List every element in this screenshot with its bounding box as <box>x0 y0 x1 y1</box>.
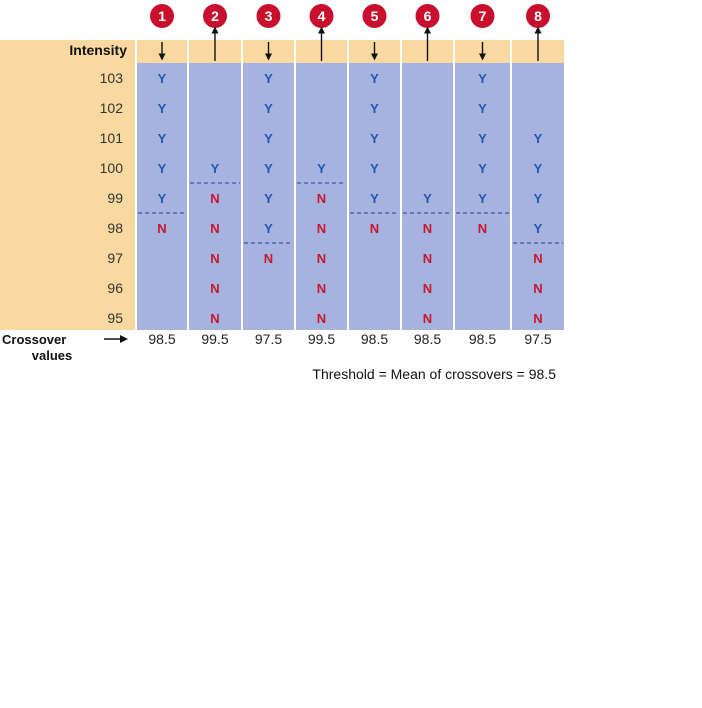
response-yes: Y <box>264 221 273 236</box>
intensity-label: 99 <box>107 190 123 206</box>
crossover-label: Crossover <box>2 332 67 347</box>
response-yes: Y <box>157 161 167 176</box>
crossover-value: 98.5 <box>468 331 497 347</box>
response-no: N <box>533 311 543 326</box>
response-yes: Y <box>264 191 273 206</box>
trial-number: 7 <box>478 8 487 24</box>
intensity-label: 95 <box>107 310 123 326</box>
crossover-value: 98.5 <box>148 331 176 347</box>
response-yes: Y <box>264 71 273 86</box>
response-no: N <box>316 251 327 266</box>
response-yes: Y <box>157 71 167 86</box>
response-no: N <box>210 221 220 236</box>
threshold-text: Threshold = Mean of crossovers = 98.5 <box>312 366 556 382</box>
trial-number: 4 <box>317 8 326 24</box>
crossover-value: 97.5 <box>254 331 283 347</box>
response-no: N <box>316 311 327 326</box>
crossover-values-label: values <box>31 348 73 363</box>
crossover-value: 99.5 <box>201 331 229 347</box>
response-yes: Y <box>264 161 273 176</box>
trial-number: 2 <box>211 8 219 24</box>
crossover-value: 98.5 <box>413 331 442 347</box>
trial-number: 6 <box>423 8 432 24</box>
response-yes: Y <box>533 221 543 236</box>
intensity-label: 97 <box>107 250 123 266</box>
response-no: N <box>422 251 433 266</box>
crossover-value: 97.5 <box>524 331 552 347</box>
response-yes: Y <box>370 71 379 86</box>
response-no: N <box>422 221 433 236</box>
response-no: N <box>533 281 543 296</box>
intensity-label: 98 <box>107 220 123 236</box>
response-no: N <box>210 281 220 296</box>
response-yes: Y <box>423 191 432 206</box>
response-yes: Y <box>478 161 487 176</box>
response-yes: Y <box>157 101 167 116</box>
response-yes: Y <box>370 101 379 116</box>
intensity-header-label: Intensity <box>69 42 127 58</box>
response-yes: Y <box>264 101 273 116</box>
response-no: N <box>210 251 220 266</box>
intensity-label: 100 <box>99 160 123 176</box>
intensity-label: 102 <box>99 100 123 116</box>
response-yes: Y <box>264 131 273 146</box>
response-yes: Y <box>478 131 487 146</box>
intensity-label: 101 <box>99 130 123 146</box>
response-no: N <box>422 281 433 296</box>
response-no: N <box>316 281 327 296</box>
response-no: N <box>316 221 327 236</box>
crossover-value: 99.5 <box>307 331 336 347</box>
trial-number: 5 <box>370 8 379 24</box>
response-yes: Y <box>370 131 379 146</box>
trial-number: 3 <box>264 8 273 24</box>
response-yes: Y <box>533 131 543 146</box>
intensity-label: 103 <box>99 70 123 86</box>
response-yes: Y <box>157 131 167 146</box>
response-yes: Y <box>533 161 543 176</box>
response-yes: Y <box>478 71 487 86</box>
response-yes: Y <box>478 101 487 116</box>
intensity-label: 96 <box>107 280 123 296</box>
response-yes: Y <box>317 161 326 176</box>
response-no: N <box>316 191 327 206</box>
response-yes: Y <box>210 161 220 176</box>
response-yes: Y <box>370 191 379 206</box>
response-no: N <box>369 221 380 236</box>
response-yes: Y <box>370 161 379 176</box>
response-no: N <box>533 251 543 266</box>
response-no: N <box>210 191 220 206</box>
response-yes: Y <box>157 191 167 206</box>
trial-number: 8 <box>534 8 542 24</box>
crossover-value: 98.5 <box>360 331 389 347</box>
response-no: N <box>477 221 488 236</box>
response-no: N <box>210 311 220 326</box>
response-yes: Y <box>478 191 487 206</box>
response-yes: Y <box>533 191 543 206</box>
response-no: N <box>157 221 167 236</box>
response-no: N <box>263 251 274 266</box>
trial-number: 1 <box>158 8 166 24</box>
response-no: N <box>422 311 433 326</box>
